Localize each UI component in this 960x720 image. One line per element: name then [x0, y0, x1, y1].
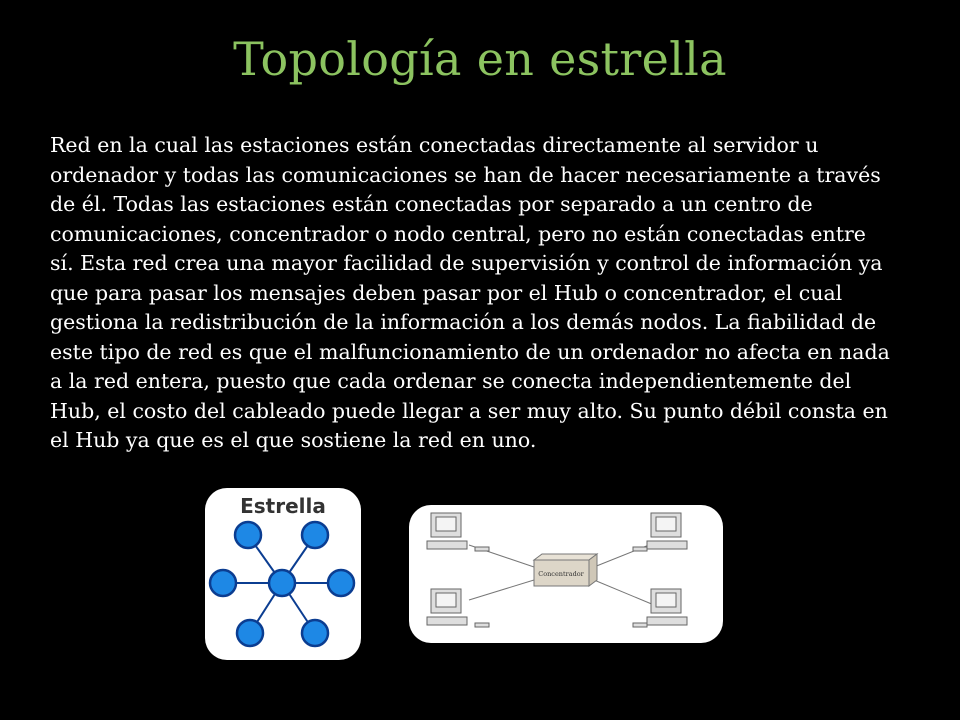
concentrator-box	[534, 554, 597, 586]
node-circle	[210, 570, 236, 596]
cable-line	[469, 580, 534, 600]
star-diagram	[205, 488, 361, 660]
slide-title: Topología en estrella	[233, 32, 727, 86]
star-topology-image	[205, 488, 361, 660]
computer-icon	[427, 589, 489, 627]
concentrator-label: Concentrador	[538, 570, 584, 578]
central-node-circle	[269, 570, 295, 596]
node-circle	[302, 522, 328, 548]
node-circle	[328, 570, 354, 596]
hub-topology-image	[409, 505, 723, 643]
slide-body-text: Red en la cual las estaciones están conectadas directamente al servidor u ordenador y todas las comunicaciones se han de hacer necesariamente a través de él. Todas las estaciones están conectadas por separado a un centro de comunicaciones, concentrador o nodo central, pero no están conectadas entre sí. Esta red crea una mayor facilidad de supervisión y control de información ya que para pasar los mensajes deben pasar por el Hub o concentrador, el cual gestiona la redistribución de la información a los demás nodos. La fiabilidad de este tipo de red es que el malfuncionamiento de un ordenador no afecta en nada a la red entera, puesto que cada ordenar se conecta independientemente del Hub, el costo del cableado puede llegar a ser muy alto. Su punto débil consta en el Hub ya que es el que sostiene la red en uno.	[50, 133, 890, 452]
computer-icon	[633, 513, 687, 551]
hub-diagram	[409, 505, 723, 643]
node-circle	[302, 620, 328, 646]
node-circle	[237, 620, 263, 646]
computer-icon	[633, 589, 687, 627]
computer-icon	[427, 513, 489, 551]
star-image-label: Estrella	[240, 494, 326, 518]
node-circle	[235, 522, 261, 548]
cable-line	[594, 580, 654, 605]
